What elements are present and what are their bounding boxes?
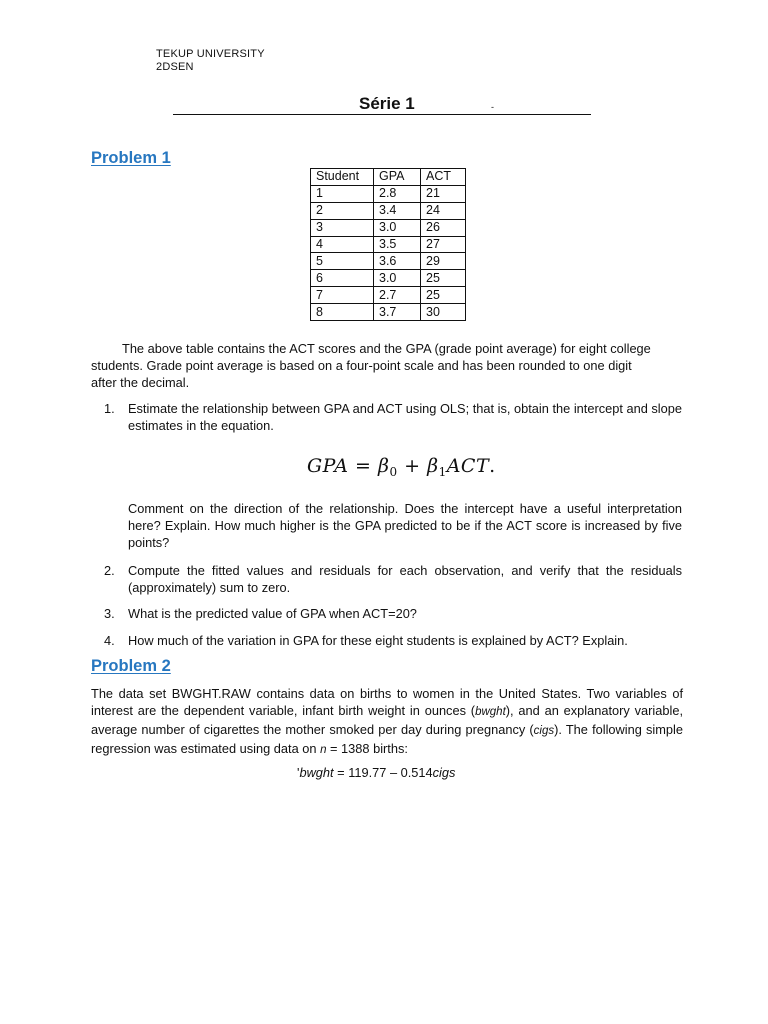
problem-1-heading: Problem 1 xyxy=(91,149,171,167)
cell-act: 29 xyxy=(421,253,466,270)
variable-n: n xyxy=(320,744,327,756)
cell-act: 25 xyxy=(421,270,466,287)
cell-act: 25 xyxy=(421,287,466,304)
title-rule xyxy=(173,92,591,115)
cell-student: 4 xyxy=(311,236,374,253)
cell-act: 26 xyxy=(421,219,466,236)
list-item xyxy=(104,400,682,434)
page-title: Série 1 xyxy=(359,94,415,113)
question-text: What is the predicted value of GPA when ACT=20? xyxy=(128,606,417,621)
table-row xyxy=(311,270,466,287)
cell-gpa: 3.7 xyxy=(374,304,421,321)
question-number: 2. xyxy=(104,563,115,578)
question-number: 3. xyxy=(104,606,115,621)
list-item xyxy=(104,632,682,649)
university-name: TEKUP UNIVERSITY xyxy=(156,48,265,60)
cell-student: 7 xyxy=(311,287,374,304)
title-mark: - xyxy=(491,102,494,112)
intro-line: The above table contains the ACT scores and the GPA (grade point average) for eight college xyxy=(122,341,651,356)
cell-gpa: 2.8 xyxy=(374,185,421,202)
table-row xyxy=(311,185,466,202)
table-row xyxy=(311,236,466,253)
cell-gpa: 3.4 xyxy=(374,202,421,219)
equation-beta0: β xyxy=(377,455,390,477)
cell-student: 2 xyxy=(311,202,374,219)
equation-beta1: β xyxy=(427,455,439,477)
cell-student: 6 xyxy=(311,270,374,287)
table-row xyxy=(311,287,466,304)
cell-gpa: 3.0 xyxy=(374,219,421,236)
cell-act: 24 xyxy=(421,202,466,219)
paragraph-text: ), and an explanatory variable, average number of cigarettes the mother smoked per day during pregnancy ( xyxy=(91,703,684,737)
question-text: Estimate the relationship between GPA and ACT using OLS; that is, obtain the intercept and slope estimates in the equation. xyxy=(128,401,682,433)
table-row xyxy=(311,202,466,219)
cell-gpa: 3.0 xyxy=(374,270,421,287)
cell-act: 21 xyxy=(421,185,466,202)
regression-coefficients: = 119.77 – 0.514 xyxy=(333,765,433,780)
problem-2-heading: Problem 2 xyxy=(91,657,171,675)
paragraph-text: The data set BWGHT.RAW contains data on births to women in the United States. Two variables of interest are the dependent variable, infant birth weight in ounces ( xyxy=(91,686,683,718)
column-header-student: Student xyxy=(311,169,374,186)
cell-student: 3 xyxy=(311,219,374,236)
equation-period: . xyxy=(489,455,496,477)
gpa-act-table xyxy=(310,168,466,321)
intro-line: after the decimal. xyxy=(91,375,190,390)
table-row xyxy=(311,304,466,321)
equation-lhs: GPA xyxy=(307,455,349,477)
table-row xyxy=(311,253,466,270)
variable-cigs: cigs xyxy=(533,725,555,737)
cell-act: 30 xyxy=(421,304,466,321)
problem-1-intro xyxy=(91,340,683,391)
variable-bwght: bwght xyxy=(475,706,506,718)
cell-gpa: 3.5 xyxy=(374,236,421,253)
regression-lhs: bwght xyxy=(299,765,334,780)
list-item xyxy=(104,605,682,622)
regression-equation xyxy=(307,455,496,479)
hat-mark: ' xyxy=(297,765,300,780)
estimated-regression xyxy=(297,764,455,781)
cell-student: 5 xyxy=(311,253,374,270)
question-number: 4. xyxy=(104,633,115,648)
problem-2-paragraph xyxy=(91,685,683,759)
intro-line: students. Grade point average is based on a four-point scale and has been rounded to one digit xyxy=(91,358,632,373)
column-header-act: ACT xyxy=(421,169,466,186)
paragraph-text: ). The following simple regression was estimated using data on xyxy=(91,722,684,756)
column-header-gpa: GPA xyxy=(374,169,421,186)
regression-rhs: cigs xyxy=(432,765,456,780)
table-row xyxy=(311,219,466,236)
document-header xyxy=(156,48,265,74)
question-text: Compute the fitted values and residuals for each observation, and verify that the residuals (approximately) sum to zero. xyxy=(128,563,682,595)
equation-rhs: ACT xyxy=(446,455,490,477)
question-number: 1. xyxy=(104,401,115,416)
table-header-row xyxy=(311,169,466,186)
cell-gpa: 2.7 xyxy=(374,287,421,304)
equation-plus: + xyxy=(397,455,428,477)
equation-equals: = xyxy=(348,455,378,477)
list-item xyxy=(104,562,682,596)
equation-beta0-subscript: 0 xyxy=(389,465,398,479)
class-name: 2DSEN xyxy=(156,61,194,73)
equation-beta1-subscript: 1 xyxy=(438,465,447,479)
cell-gpa: 3.6 xyxy=(374,253,421,270)
cell-act: 27 xyxy=(421,236,466,253)
question-1-comment: Comment on the direction of the relationship. Does the intercept have a useful interpretation here? Explain. How much higher is the GPA predicted to be if the ACT score is increased by five points? xyxy=(128,501,682,550)
question-text: How much of the variation in GPA for these eight students is explained by ACT? Explain. xyxy=(128,633,628,648)
paragraph-text: = 1388 births: xyxy=(326,741,408,756)
cell-student: 8 xyxy=(311,304,374,321)
cell-student: 1 xyxy=(311,185,374,202)
